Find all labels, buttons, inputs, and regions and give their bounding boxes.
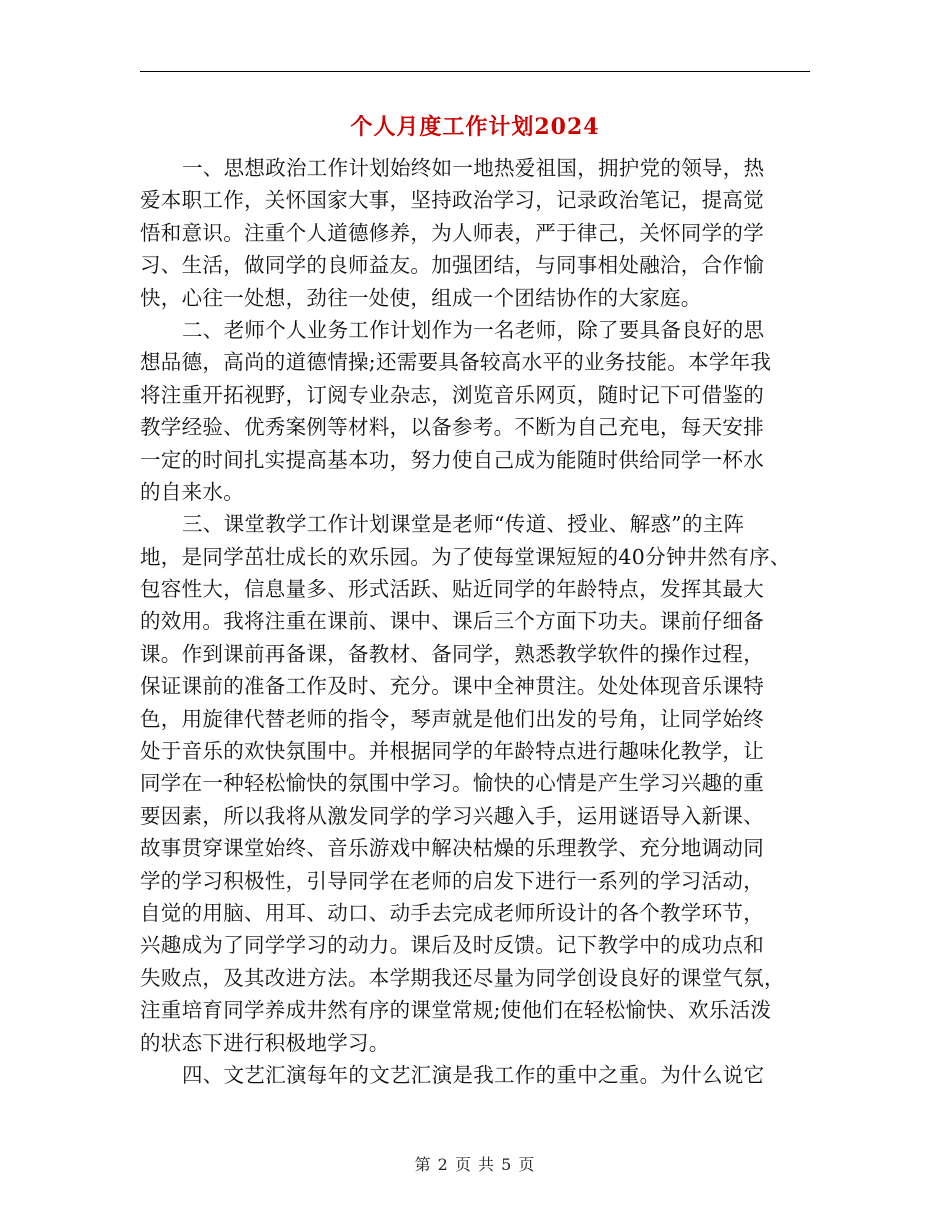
text-line: 自觉的用脑、用耳、动口、动手去完成老师所设计的各个教学环节， <box>140 900 764 925</box>
text-line: 同学在一种轻松愉快的氛围中学习。愉快的心情是产生学习兴趣的重 <box>140 771 764 796</box>
text-line: 一定的时间扎实提高基本功，努力使自己成为能随时供给同学一杯水 <box>140 447 764 472</box>
text-line: 一、思想政治工作计划始终如一地热爱祖国，拥护党的领导，热 <box>182 156 765 180</box>
text-line: 爱本职工作，关怀国家大事，坚持政治学习，记录政治笔记，提高觉 <box>140 188 764 213</box>
text-line: 失败点，及其改进方法。本学期我还尽量为同学创设良好的课堂气氛， <box>140 965 785 990</box>
page-number: 第 2 页 共 5 页 <box>414 1155 536 1174</box>
text-line: 的自来水。 <box>140 479 244 504</box>
text-line: 习、生活，做同学的良师益友。加强团结，与同事相处融洽，合作愉 <box>140 253 764 278</box>
text-line: 课。作到课前再备课，备教材、备同学，熟悉教学软件的操作过程， <box>140 641 764 666</box>
paragraph <box>140 508 810 1059</box>
paragraph <box>140 314 810 508</box>
text-line: 的效用。我将注重在课前、课中、课后三个方面下功夫。课前仔细备 <box>140 609 764 634</box>
text-line: 保证课前的准备工作及时、充分。课中全神贯注。处处体现音乐课特 <box>140 674 764 699</box>
paragraph <box>140 152 810 314</box>
text-line: 要因素，所以我将从激发同学的学习兴趣入手，运用谜语导入新课、 <box>140 803 764 828</box>
document-title: 个人月度工作计划2024 <box>350 114 600 140</box>
document-body <box>140 152 810 1091</box>
text-line: 地，是同学茁壮成长的欢乐园。为了使每堂课短短的40分钟井然有序、 <box>140 544 791 569</box>
text-line: 注重培育同学养成井然有序的课堂常规;使他们在轻松愉快、欢乐活泼 <box>140 998 772 1023</box>
text-line: 包容性大，信息量多、形式活跃、贴近同学的年龄特点，发挥其最大 <box>140 577 764 602</box>
text-line: 处于音乐的欢快氛围中。并根据同学的年龄特点进行趣味化教学，让 <box>140 739 764 764</box>
text-line: 将注重开拓视野，订阅专业杂志，浏览音乐网页，随时记下可借鉴的 <box>140 382 764 407</box>
text-line: 四、文艺汇演每年的文艺汇演是我工作的重中之重。为什么说它 <box>182 1062 765 1087</box>
text-line: 想品德，高尚的道德情操;还需要具备较高水平的业务技能。本学年我 <box>140 350 772 375</box>
text-line: 教学经验、优秀案例等材料，以备参考。不断为自己充电，每天安排 <box>140 415 764 440</box>
text-line: 二、老师个人业务工作计划作为一名老师，除了要具备良好的思 <box>182 317 765 342</box>
text-line: 三、课堂教学工作计划课堂是老师“传道、授业、解惑”的主阵 <box>182 512 745 537</box>
text-line: 悟和意识。注重个人道德修养，为人师表，严于律己，关怀同学的学 <box>140 220 764 245</box>
text-line: 学的学习积极性，引导同学在老师的启发下进行一系列的学习活动， <box>140 868 764 893</box>
text-line: 色，用旋律代替老师的指令，琴声就是他们出发的号角，让同学始终 <box>140 706 764 731</box>
paragraph <box>140 1059 810 1091</box>
text-line: 快，心往一处想，劲往一处使，组成一个团结协作的大家庭。 <box>140 285 702 310</box>
text-line: 的状态下进行积极地学习。 <box>140 1030 390 1055</box>
header-rule <box>140 71 810 72</box>
text-line: 故事贯穿课堂始终、音乐游戏中解决枯燥的乐理教学、充分地调动同 <box>140 836 764 861</box>
text-line: 兴趣成为了同学学习的动力。课后及时反馈。记下教学中的成功点和 <box>140 933 764 958</box>
